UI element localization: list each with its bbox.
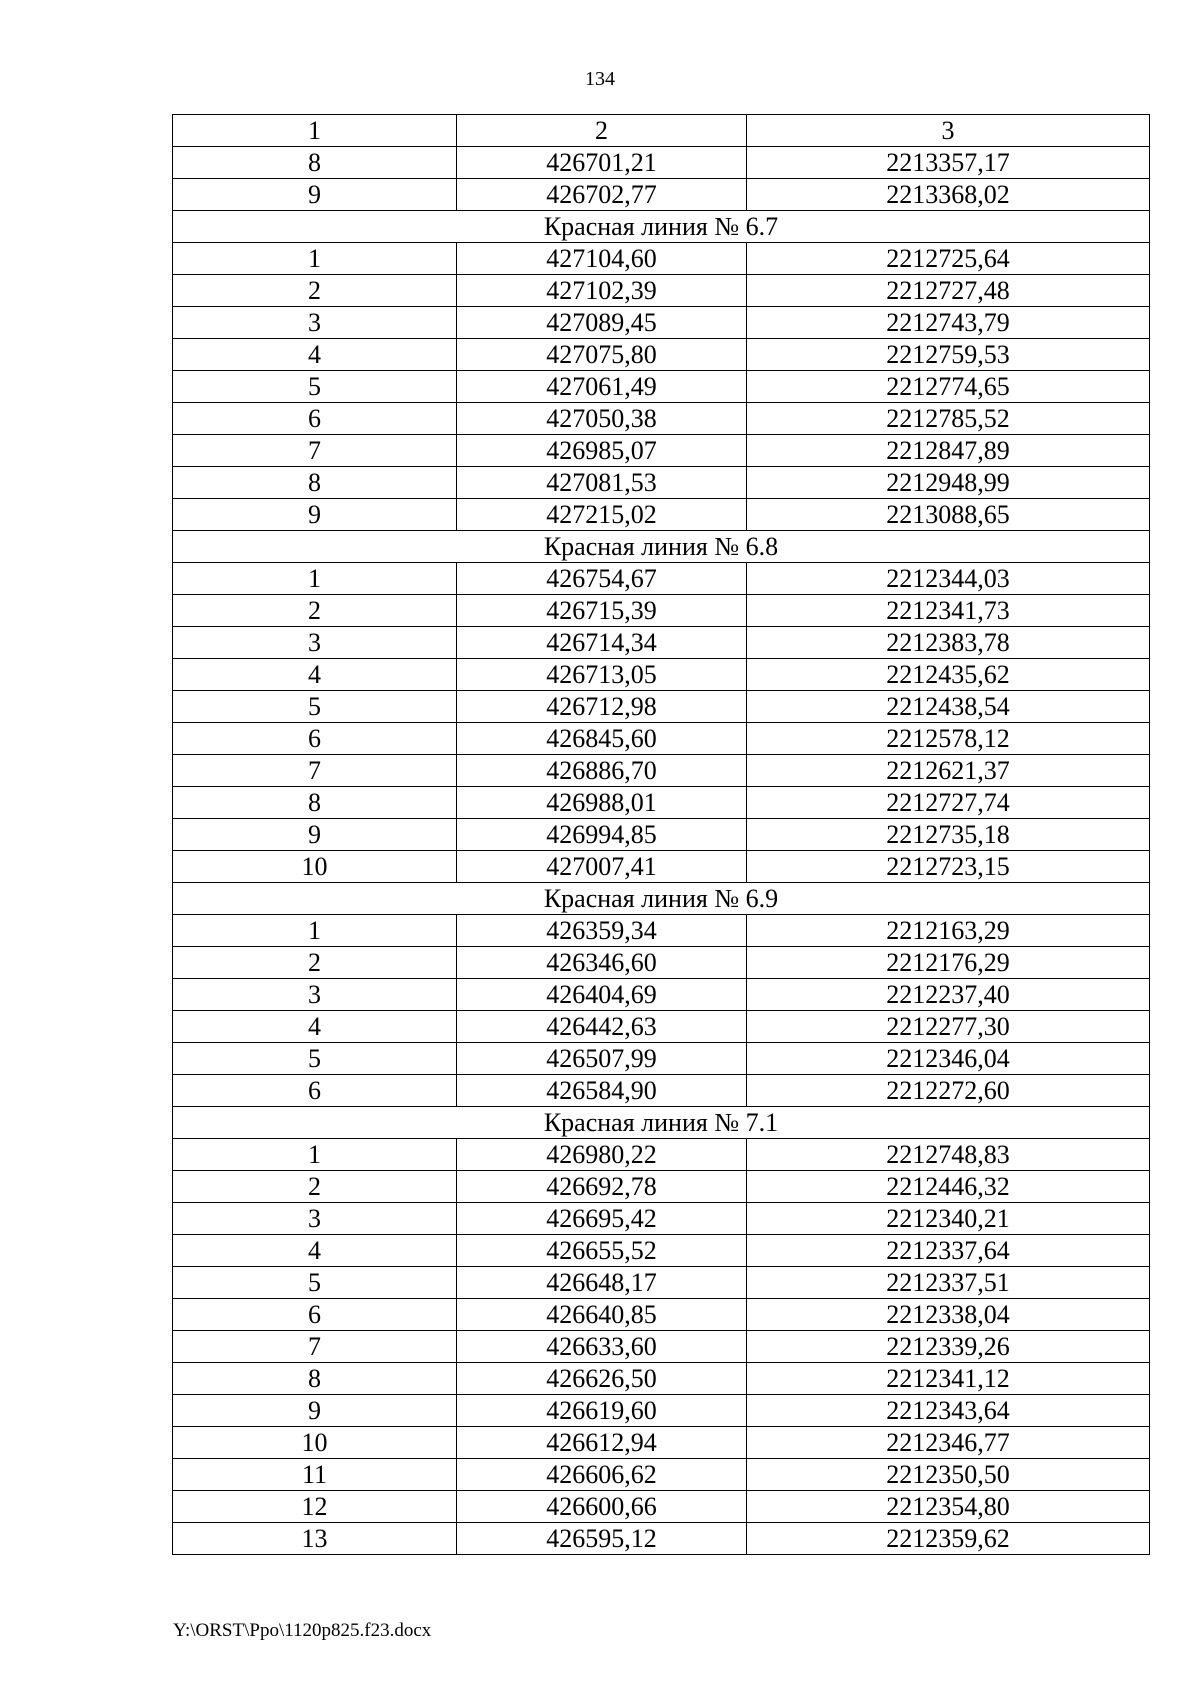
document-path: Y:\ORST\Ppo\1120p825.f23.docx	[173, 1620, 432, 1641]
table-row	[173, 1203, 1150, 1235]
table-row	[173, 1491, 1150, 1523]
y-coordinate-cell: 2212340,21	[747, 1203, 1150, 1235]
x-coordinate-cell: 427104,60	[457, 243, 747, 275]
table-row	[173, 467, 1150, 499]
x-coordinate-cell: 426442,63	[457, 1011, 747, 1043]
x-coordinate-cell: 427089,45	[457, 307, 747, 339]
x-coordinate-cell: 426584,90	[457, 1075, 747, 1107]
x-coordinate-cell: 426713,05	[457, 659, 747, 691]
point-number-cell: 7	[173, 1331, 457, 1363]
table-row	[173, 307, 1150, 339]
x-coordinate-cell: 427102,39	[457, 275, 747, 307]
point-number-cell: 11	[173, 1459, 457, 1491]
point-number-cell: 5	[173, 1267, 457, 1299]
point-number-cell: 6	[173, 1075, 457, 1107]
y-coordinate-cell: 2212785,52	[747, 403, 1150, 435]
y-coordinate-cell: 2212383,78	[747, 627, 1150, 659]
y-coordinate-cell: 2212727,74	[747, 787, 1150, 819]
table-row	[173, 371, 1150, 403]
y-coordinate-cell: 2212338,04	[747, 1299, 1150, 1331]
table-row	[173, 851, 1150, 883]
point-number-cell: 2	[173, 595, 457, 627]
point-number-cell: 8	[173, 1363, 457, 1395]
x-coordinate-cell: 427215,02	[457, 499, 747, 531]
section-row	[173, 211, 1150, 243]
x-coordinate-cell: 427050,38	[457, 403, 747, 435]
header-cell-y: 3	[747, 115, 1150, 147]
y-coordinate-cell: 2212727,48	[747, 275, 1150, 307]
y-coordinate-cell: 2212341,73	[747, 595, 1150, 627]
x-coordinate-cell: 426595,12	[457, 1523, 747, 1555]
x-coordinate-cell: 427007,41	[457, 851, 747, 883]
point-number-cell: 5	[173, 691, 457, 723]
x-coordinate-cell: 426359,34	[457, 915, 747, 947]
x-coordinate-cell: 426507,99	[457, 1043, 747, 1075]
y-coordinate-cell: 2212354,80	[747, 1491, 1150, 1523]
x-coordinate-cell: 426640,85	[457, 1299, 747, 1331]
x-coordinate-cell: 426994,85	[457, 819, 747, 851]
table-row	[173, 1171, 1150, 1203]
point-number-cell: 4	[173, 659, 457, 691]
y-coordinate-cell: 2213088,65	[747, 499, 1150, 531]
x-coordinate-cell: 426600,66	[457, 1491, 747, 1523]
table-row	[173, 435, 1150, 467]
point-number-cell: 6	[173, 1299, 457, 1331]
table-row	[173, 1011, 1150, 1043]
x-coordinate-cell: 426695,42	[457, 1203, 747, 1235]
x-coordinate-cell: 426714,34	[457, 627, 747, 659]
table-row	[173, 243, 1150, 275]
point-number-cell: 1	[173, 915, 457, 947]
y-coordinate-cell: 2212438,54	[747, 691, 1150, 723]
coordinates-table-body	[173, 115, 1150, 1555]
y-coordinate-cell: 2212359,62	[747, 1523, 1150, 1555]
point-number-cell: 8	[173, 147, 457, 179]
y-coordinate-cell: 2212344,03	[747, 563, 1150, 595]
x-coordinate-cell: 426346,60	[457, 947, 747, 979]
table-row	[173, 1075, 1150, 1107]
table-row	[173, 1299, 1150, 1331]
x-coordinate-cell: 426692,78	[457, 1171, 747, 1203]
y-coordinate-cell: 2212743,79	[747, 307, 1150, 339]
table-row	[173, 979, 1150, 1011]
x-coordinate-cell: 426648,17	[457, 1267, 747, 1299]
y-coordinate-cell: 2212748,83	[747, 1139, 1150, 1171]
point-number-cell: 12	[173, 1491, 457, 1523]
table-row	[173, 1363, 1150, 1395]
y-coordinate-cell: 2212272,60	[747, 1075, 1150, 1107]
y-coordinate-cell: 2212759,53	[747, 339, 1150, 371]
point-number-cell: 8	[173, 467, 457, 499]
table-row	[173, 1427, 1150, 1459]
coordinates-table	[172, 114, 1150, 1555]
table-row	[173, 659, 1150, 691]
x-coordinate-cell: 426701,21	[457, 147, 747, 179]
x-coordinate-cell: 426404,69	[457, 979, 747, 1011]
section-title: Красная линия № 7.1	[173, 1107, 1150, 1139]
y-coordinate-cell: 2212446,32	[747, 1171, 1150, 1203]
y-coordinate-cell: 2212621,37	[747, 755, 1150, 787]
x-coordinate-cell: 426980,22	[457, 1139, 747, 1171]
point-number-cell: 1	[173, 243, 457, 275]
point-number-cell: 10	[173, 851, 457, 883]
point-number-cell: 9	[173, 179, 457, 211]
x-coordinate-cell: 426612,94	[457, 1427, 747, 1459]
x-coordinate-cell: 427081,53	[457, 467, 747, 499]
table-row	[173, 595, 1150, 627]
x-coordinate-cell: 426702,77	[457, 179, 747, 211]
table-row	[173, 627, 1150, 659]
point-number-cell: 8	[173, 787, 457, 819]
y-coordinate-cell: 2212341,12	[747, 1363, 1150, 1395]
table-row	[173, 819, 1150, 851]
point-number-cell: 1	[173, 563, 457, 595]
y-coordinate-cell: 2212435,62	[747, 659, 1150, 691]
y-coordinate-cell: 2212346,04	[747, 1043, 1150, 1075]
point-number-cell: 3	[173, 627, 457, 659]
x-coordinate-cell: 426626,50	[457, 1363, 747, 1395]
x-coordinate-cell: 426655,52	[457, 1235, 747, 1267]
point-number-cell: 2	[173, 1171, 457, 1203]
y-coordinate-cell: 2212725,64	[747, 243, 1150, 275]
y-coordinate-cell: 2212339,26	[747, 1331, 1150, 1363]
table-row	[173, 691, 1150, 723]
table-row	[173, 1267, 1150, 1299]
x-coordinate-cell: 426988,01	[457, 787, 747, 819]
table-row	[173, 1331, 1150, 1363]
point-number-cell: 9	[173, 499, 457, 531]
y-coordinate-cell: 2212735,18	[747, 819, 1150, 851]
y-coordinate-cell: 2212337,64	[747, 1235, 1150, 1267]
x-coordinate-cell: 427061,49	[457, 371, 747, 403]
section-title: Красная линия № 6.9	[173, 883, 1150, 915]
point-number-cell: 13	[173, 1523, 457, 1555]
point-number-cell: 7	[173, 435, 457, 467]
x-coordinate-cell: 426754,67	[457, 563, 747, 595]
y-coordinate-cell: 2212277,30	[747, 1011, 1150, 1043]
table-row	[173, 1395, 1150, 1427]
x-coordinate-cell: 426633,60	[457, 1331, 747, 1363]
x-coordinate-cell: 426619,60	[457, 1395, 747, 1427]
point-number-cell: 3	[173, 1203, 457, 1235]
y-coordinate-cell: 2212350,50	[747, 1459, 1150, 1491]
x-coordinate-cell: 427075,80	[457, 339, 747, 371]
header-cell-point: 1	[173, 115, 457, 147]
point-number-cell: 6	[173, 723, 457, 755]
table-row	[173, 755, 1150, 787]
x-coordinate-cell: 426712,98	[457, 691, 747, 723]
x-coordinate-cell: 426845,60	[457, 723, 747, 755]
table-row	[173, 1139, 1150, 1171]
point-number-cell: 4	[173, 1235, 457, 1267]
x-coordinate-cell: 426985,07	[457, 435, 747, 467]
y-coordinate-cell: 2212847,89	[747, 435, 1150, 467]
table-row	[173, 275, 1150, 307]
table-row	[173, 563, 1150, 595]
table-row	[173, 339, 1150, 371]
table-row	[173, 915, 1150, 947]
y-coordinate-cell: 2212337,51	[747, 1267, 1150, 1299]
section-row	[173, 531, 1150, 563]
table-header-row	[173, 115, 1150, 147]
y-coordinate-cell: 2212346,77	[747, 1427, 1150, 1459]
y-coordinate-cell: 2213357,17	[747, 147, 1150, 179]
point-number-cell: 9	[173, 819, 457, 851]
table-row	[173, 787, 1150, 819]
y-coordinate-cell: 2212343,64	[747, 1395, 1150, 1427]
y-coordinate-cell: 2213368,02	[747, 179, 1150, 211]
table-row	[173, 147, 1150, 179]
point-number-cell: 3	[173, 307, 457, 339]
table-row	[173, 723, 1150, 755]
section-row	[173, 1107, 1150, 1139]
point-number-cell: 6	[173, 403, 457, 435]
table-row	[173, 1459, 1150, 1491]
point-number-cell: 9	[173, 1395, 457, 1427]
y-coordinate-cell: 2212176,29	[747, 947, 1150, 979]
point-number-cell: 4	[173, 339, 457, 371]
point-number-cell: 10	[173, 1427, 457, 1459]
section-row	[173, 883, 1150, 915]
y-coordinate-cell: 2212237,40	[747, 979, 1150, 1011]
header-cell-x: 2	[457, 115, 747, 147]
table-row	[173, 1235, 1150, 1267]
point-number-cell: 1	[173, 1139, 457, 1171]
x-coordinate-cell: 426606,62	[457, 1459, 747, 1491]
table-row	[173, 179, 1150, 211]
point-number-cell: 2	[173, 947, 457, 979]
point-number-cell: 5	[173, 371, 457, 403]
y-coordinate-cell: 2212578,12	[747, 723, 1150, 755]
table-row	[173, 499, 1150, 531]
y-coordinate-cell: 2212948,99	[747, 467, 1150, 499]
x-coordinate-cell: 426886,70	[457, 755, 747, 787]
x-coordinate-cell: 426715,39	[457, 595, 747, 627]
point-number-cell: 4	[173, 1011, 457, 1043]
point-number-cell: 2	[173, 275, 457, 307]
y-coordinate-cell: 2212723,15	[747, 851, 1150, 883]
section-title: Красная линия № 6.7	[173, 211, 1150, 243]
y-coordinate-cell: 2212774,65	[747, 371, 1150, 403]
table-row	[173, 1523, 1150, 1555]
section-title: Красная линия № 6.8	[173, 531, 1150, 563]
point-number-cell: 3	[173, 979, 457, 1011]
point-number-cell: 5	[173, 1043, 457, 1075]
page-number: 134	[585, 68, 615, 90]
table-row	[173, 947, 1150, 979]
table-row	[173, 403, 1150, 435]
table-row	[173, 1043, 1150, 1075]
point-number-cell: 7	[173, 755, 457, 787]
y-coordinate-cell: 2212163,29	[747, 915, 1150, 947]
